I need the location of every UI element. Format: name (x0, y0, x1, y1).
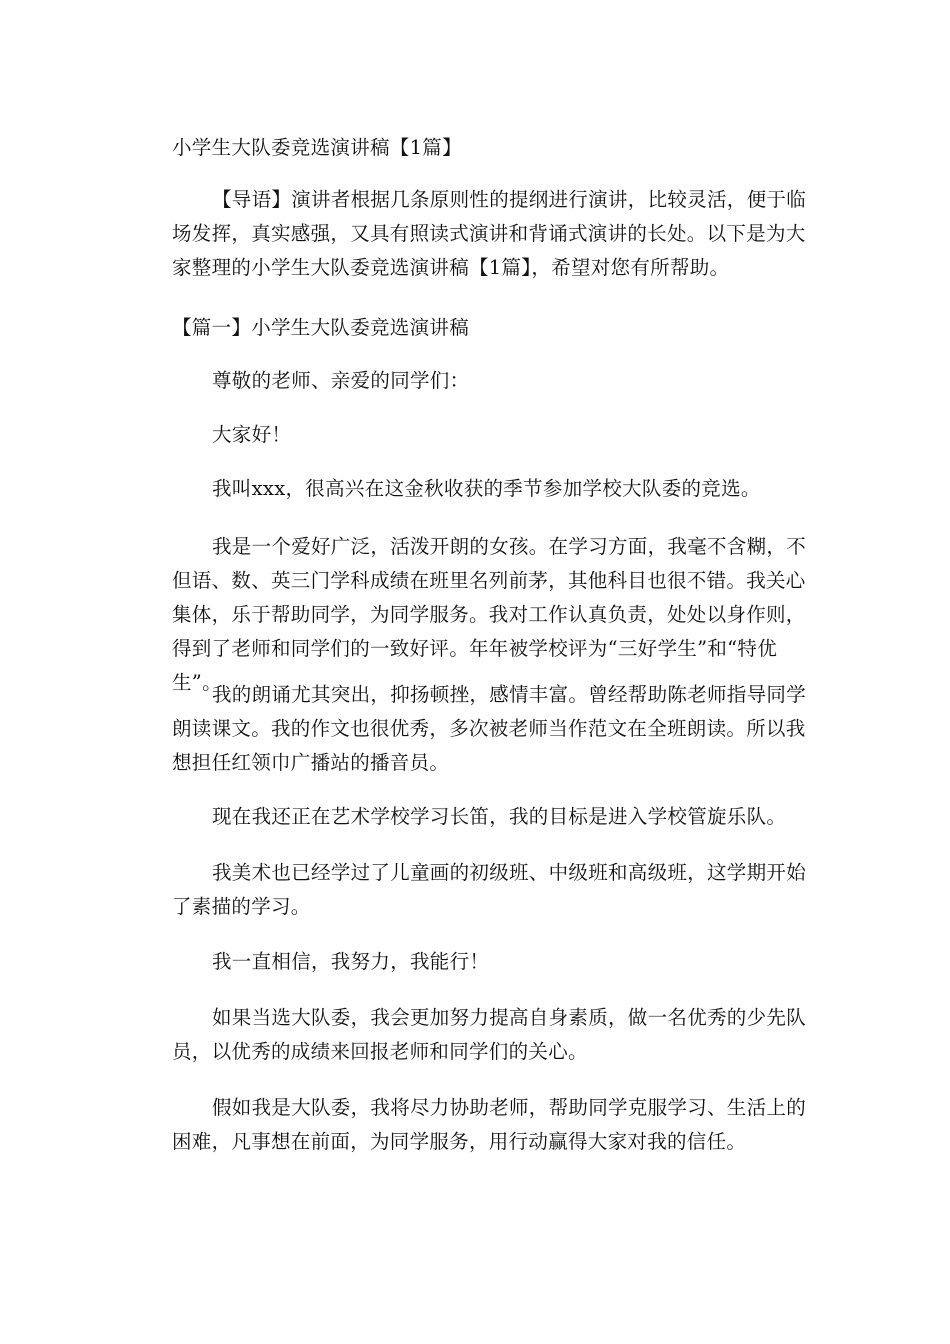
paragraph-if-elected: 如果当选大队委，我会更加努力提高自身素质，做一名优秀的少先队员，以优秀的成绩来回报老师和同学们的关心。 (172, 1006, 807, 1063)
paragraph-greeting: 大家好！ (212, 423, 292, 446)
paragraph-hobbies: 我是一个爱好广泛，活泼开朗的女孩。在学习方面，我毫不含糊，不但语、数、英三门学科成绩在班里名列前茅，其他科目也很不错。我关心集体，乐于帮助同学，为同学服务。我对工作认真负责，处处以身作则，得到了老师和同学们的一致好评。年年被学校评为“三好学生”和“特优生”。 (172, 535, 807, 694)
paragraph-commitment: 假如我是大队委，我将尽力协助老师，帮助同学克服学习、生活上的困难，凡事想在前面，为同学服务，用行动赢得大家对我的信任。 (172, 1096, 807, 1153)
section-heading: 【篇一】小学生大队委竞选演讲稿 (172, 316, 470, 339)
paragraph-salutation: 尊敬的老师、亲爱的同学们： (212, 369, 470, 392)
paragraph-art: 我美术也已经学过了儿童画的初级班、中级班和高级班，这学期开始了素描的学习。 (172, 861, 807, 918)
paragraph-recitation: 我的朗诵尤其突出，抑扬顿挫，感情丰富。曾经帮助陈老师指导同学朗读课文。我的作文也很优秀，多次被老师当作范文在全班朗读。所以我想担任红领巾广播站的播音员。 (172, 683, 807, 774)
paragraph-intro-self: 我叫xxx，很高兴在这金秋收获的季节参加学校大队委的竞选。 (212, 477, 761, 500)
document-title: 小学生大队委竞选演讲稿【1篇】 (172, 136, 462, 159)
paragraph-flute: 现在我还正在艺术学校学习长笛，我的目标是进入学校管旋乐队。 (212, 805, 787, 828)
intro-paragraph: 【导语】演讲者根据几条原则性的提纲进行演讲，比较灵活，便于临场发挥，真实感强，又具有照读式演讲和背诵式演讲的长处。以下是为大家整理的小学生大队委竞选演讲稿【1篇】，希望对您有所帮助。 (172, 188, 807, 279)
paragraph-belief: 我一直相信，我努力，我能行！ (212, 950, 490, 973)
